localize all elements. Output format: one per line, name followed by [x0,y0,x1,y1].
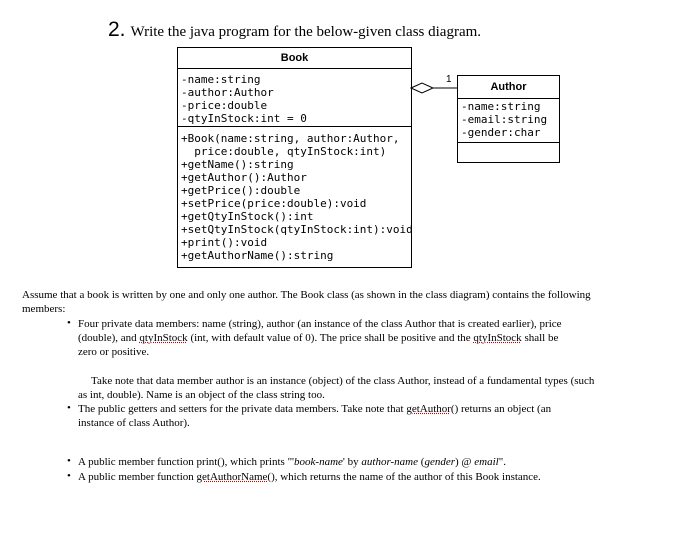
book-operation: +setQtyInStock(qtyInStock:int):void [181,223,413,236]
text-span: ) @ [454,456,475,468]
bullet-marker: • [67,470,71,482]
text-line: as int, double). Name is an object of the class string too. [78,389,325,401]
book-operation: +Book(name:string, author:Author, [181,132,400,145]
author-class-name: Author [458,76,559,99]
text-span: getAuthor [406,403,451,415]
text-line: zero or positive. [78,346,150,358]
book-operations [178,127,411,267]
text-line [78,470,541,484]
book-attribute: -qtyInStock:int = 0 [181,112,307,125]
question-heading [108,18,481,42]
book-class-box [177,47,412,268]
book-operation: +print():void [181,236,268,249]
bullet-data-members [78,317,562,359]
text-span: qtyInStock [139,332,188,344]
book-attribute: -author:Author [181,86,274,99]
book-operation: +getQtyInStock():int [181,210,314,223]
book-operation: +getName():string [181,158,294,171]
bullet-marker: • [67,317,71,329]
text-span: (int, with default value of 0). The price shall be positive and the [187,332,474,344]
text-span: ' by [342,456,362,468]
multiplicity-label: 1 [446,74,452,85]
text-span: ". [498,456,506,468]
aggregation-diamond-icon [411,83,433,93]
text-span: () returns an object (an [450,403,552,415]
book-operation: +getAuthorName():string [181,249,334,262]
author-class-box [457,75,560,163]
bullet-print [78,455,506,469]
bullet-marker: • [67,455,71,467]
text-line [78,331,562,345]
intro-line: members: [22,303,66,315]
text-span: (), which returns the name of the author of this Book instance. [267,471,541,483]
aggregation-connector [410,72,458,100]
text-span: shall be [521,332,559,344]
book-operation: +getAuthor():Author [181,171,307,184]
intro-line: Assume that a book is written by one and only one author. The Book class (as shown in the class diagram) contains the following [22,289,591,301]
text-span: (double), and [78,332,140,344]
text-line [78,402,551,416]
text-span: book-name [294,456,343,468]
question-number: 2. [108,18,126,41]
bullet-getters-setters [78,402,551,430]
text-span: A public member function [78,471,197,483]
question-text: Write the java program for the below-given class diagram. [130,24,482,40]
intro-paragraph [22,288,591,316]
text-span: gender [424,456,455,468]
text-span: getAuthorName [196,471,268,483]
text-line: Take note that data member author is an instance (object) of the class Author, instead of a fundamental types (such [91,375,595,387]
text-span: author-name [361,456,419,468]
book-attributes [178,69,411,127]
book-attribute: -name:string [181,73,261,86]
author-attributes [458,99,559,143]
book-class-name: Book [178,48,411,69]
note-paragraph [78,374,594,402]
text-span: qtyInStock [473,332,522,344]
author-attribute: -gender:char [461,126,541,139]
author-operations [458,143,559,162]
text-span: ( [418,456,425,468]
text-span: A public member function print(), which prints "' [78,456,295,468]
author-attribute: -name:string [461,100,541,113]
author-attribute: -email:string [461,113,548,126]
text-span: email [474,456,499,468]
book-operation: price:double, qtyInStock:int) [181,145,387,158]
book-operation: +getPrice():double [181,184,301,197]
book-operation: +setPrice(price:double):void [181,197,367,210]
bullet-marker: • [67,402,71,414]
text-line: instance of class Author). [78,417,190,429]
text-span: The public getters and setters for the private data members. Take note that [78,403,407,415]
book-attribute: -price:double [181,99,268,112]
text-line [78,455,506,469]
bullet-get-author-name [78,470,541,484]
text-line: Four private data members: name (string), author (an instance of the class Author that is created earlier), price [78,318,562,330]
